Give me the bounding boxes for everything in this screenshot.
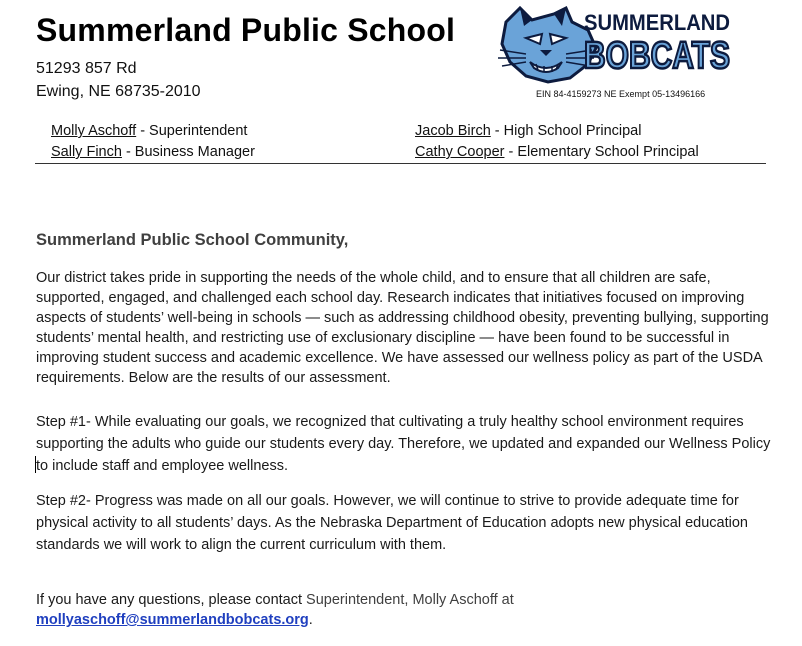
bobcat-mascot-icon xyxy=(496,4,736,84)
staff-elementary-principal xyxy=(415,144,699,160)
staff-name: Sally Finch xyxy=(51,144,122,160)
contact-email-link[interactable]: mollyaschoff@summerlandbobcats.org xyxy=(36,612,309,628)
letter-step-2[interactable]: Step #2- Progress was made on all our goals. However, we will continue to strive to provide adequate time for physical activity to all students’ days. As the Nebraska Department of Education adopts new physical education standards we will work to align the current curriculum with them. xyxy=(36,493,748,553)
ein-text: EIN 84-4159273 NE Exempt 05-13496166 xyxy=(536,89,706,99)
address-line-1: 51293 857 Rd xyxy=(36,60,137,77)
staff-role: - Superintendent xyxy=(136,123,248,139)
bobcat-head-icon xyxy=(498,8,596,82)
letter-greeting: Summerland Public School Community, xyxy=(36,231,349,249)
school-name: Summerland Public School xyxy=(36,12,456,48)
text-cursor xyxy=(35,456,36,473)
staff-role: - High School Principal xyxy=(490,123,642,139)
logo-bottom-text: BOBCATS xyxy=(584,35,730,77)
staff-name: Cathy Cooper xyxy=(415,144,505,160)
logo-top-text: SUMMERLAND xyxy=(584,10,730,35)
staff-superintendent xyxy=(51,123,247,139)
address-line-2: Ewing, NE 68735-2010 xyxy=(36,83,201,100)
email-suffix: . xyxy=(308,612,313,628)
contact-name: Superintendent, Molly Aschoff at xyxy=(306,592,514,608)
letter-paragraph-intro[interactable]: Our district takes pride in supporting the needs of the whole child, and to ensure that all children are safe, supported, engaged, and challenged each school day. Research indicates that initiatives focused on improving aspects of students’ well-being in schools — such as addressing childhood obesity, preventing bullying, supporting students’ mental health, and restricting use of exclusionary discipline — have been found to be successful in improving student success and academic excellence. We have assessed our wellness policy as part of the USDA requirements. Below are the results of our assessment. xyxy=(36,270,769,386)
staff-role: - Elementary School Principal xyxy=(504,144,699,160)
staff-high-school-principal xyxy=(415,123,641,139)
staff-business-manager xyxy=(51,144,255,160)
staff-role: - Business Manager xyxy=(121,144,255,160)
header-divider xyxy=(35,163,766,164)
letter-contact xyxy=(36,590,776,630)
contact-intro: If you have any questions, please contact xyxy=(36,592,307,608)
letter-step-1[interactable]: Step #1- While evaluating our goals, we recognized that cultivating a truly healthy school environment requires supporting the adults who guide our students every day. Therefore, we updated and expanded our Wellness Policy to include staff and employee wellness. xyxy=(36,414,771,474)
school-logo xyxy=(496,4,736,84)
staff-name: Jacob Birch xyxy=(415,123,491,139)
staff-name: Molly Aschoff xyxy=(51,123,137,139)
